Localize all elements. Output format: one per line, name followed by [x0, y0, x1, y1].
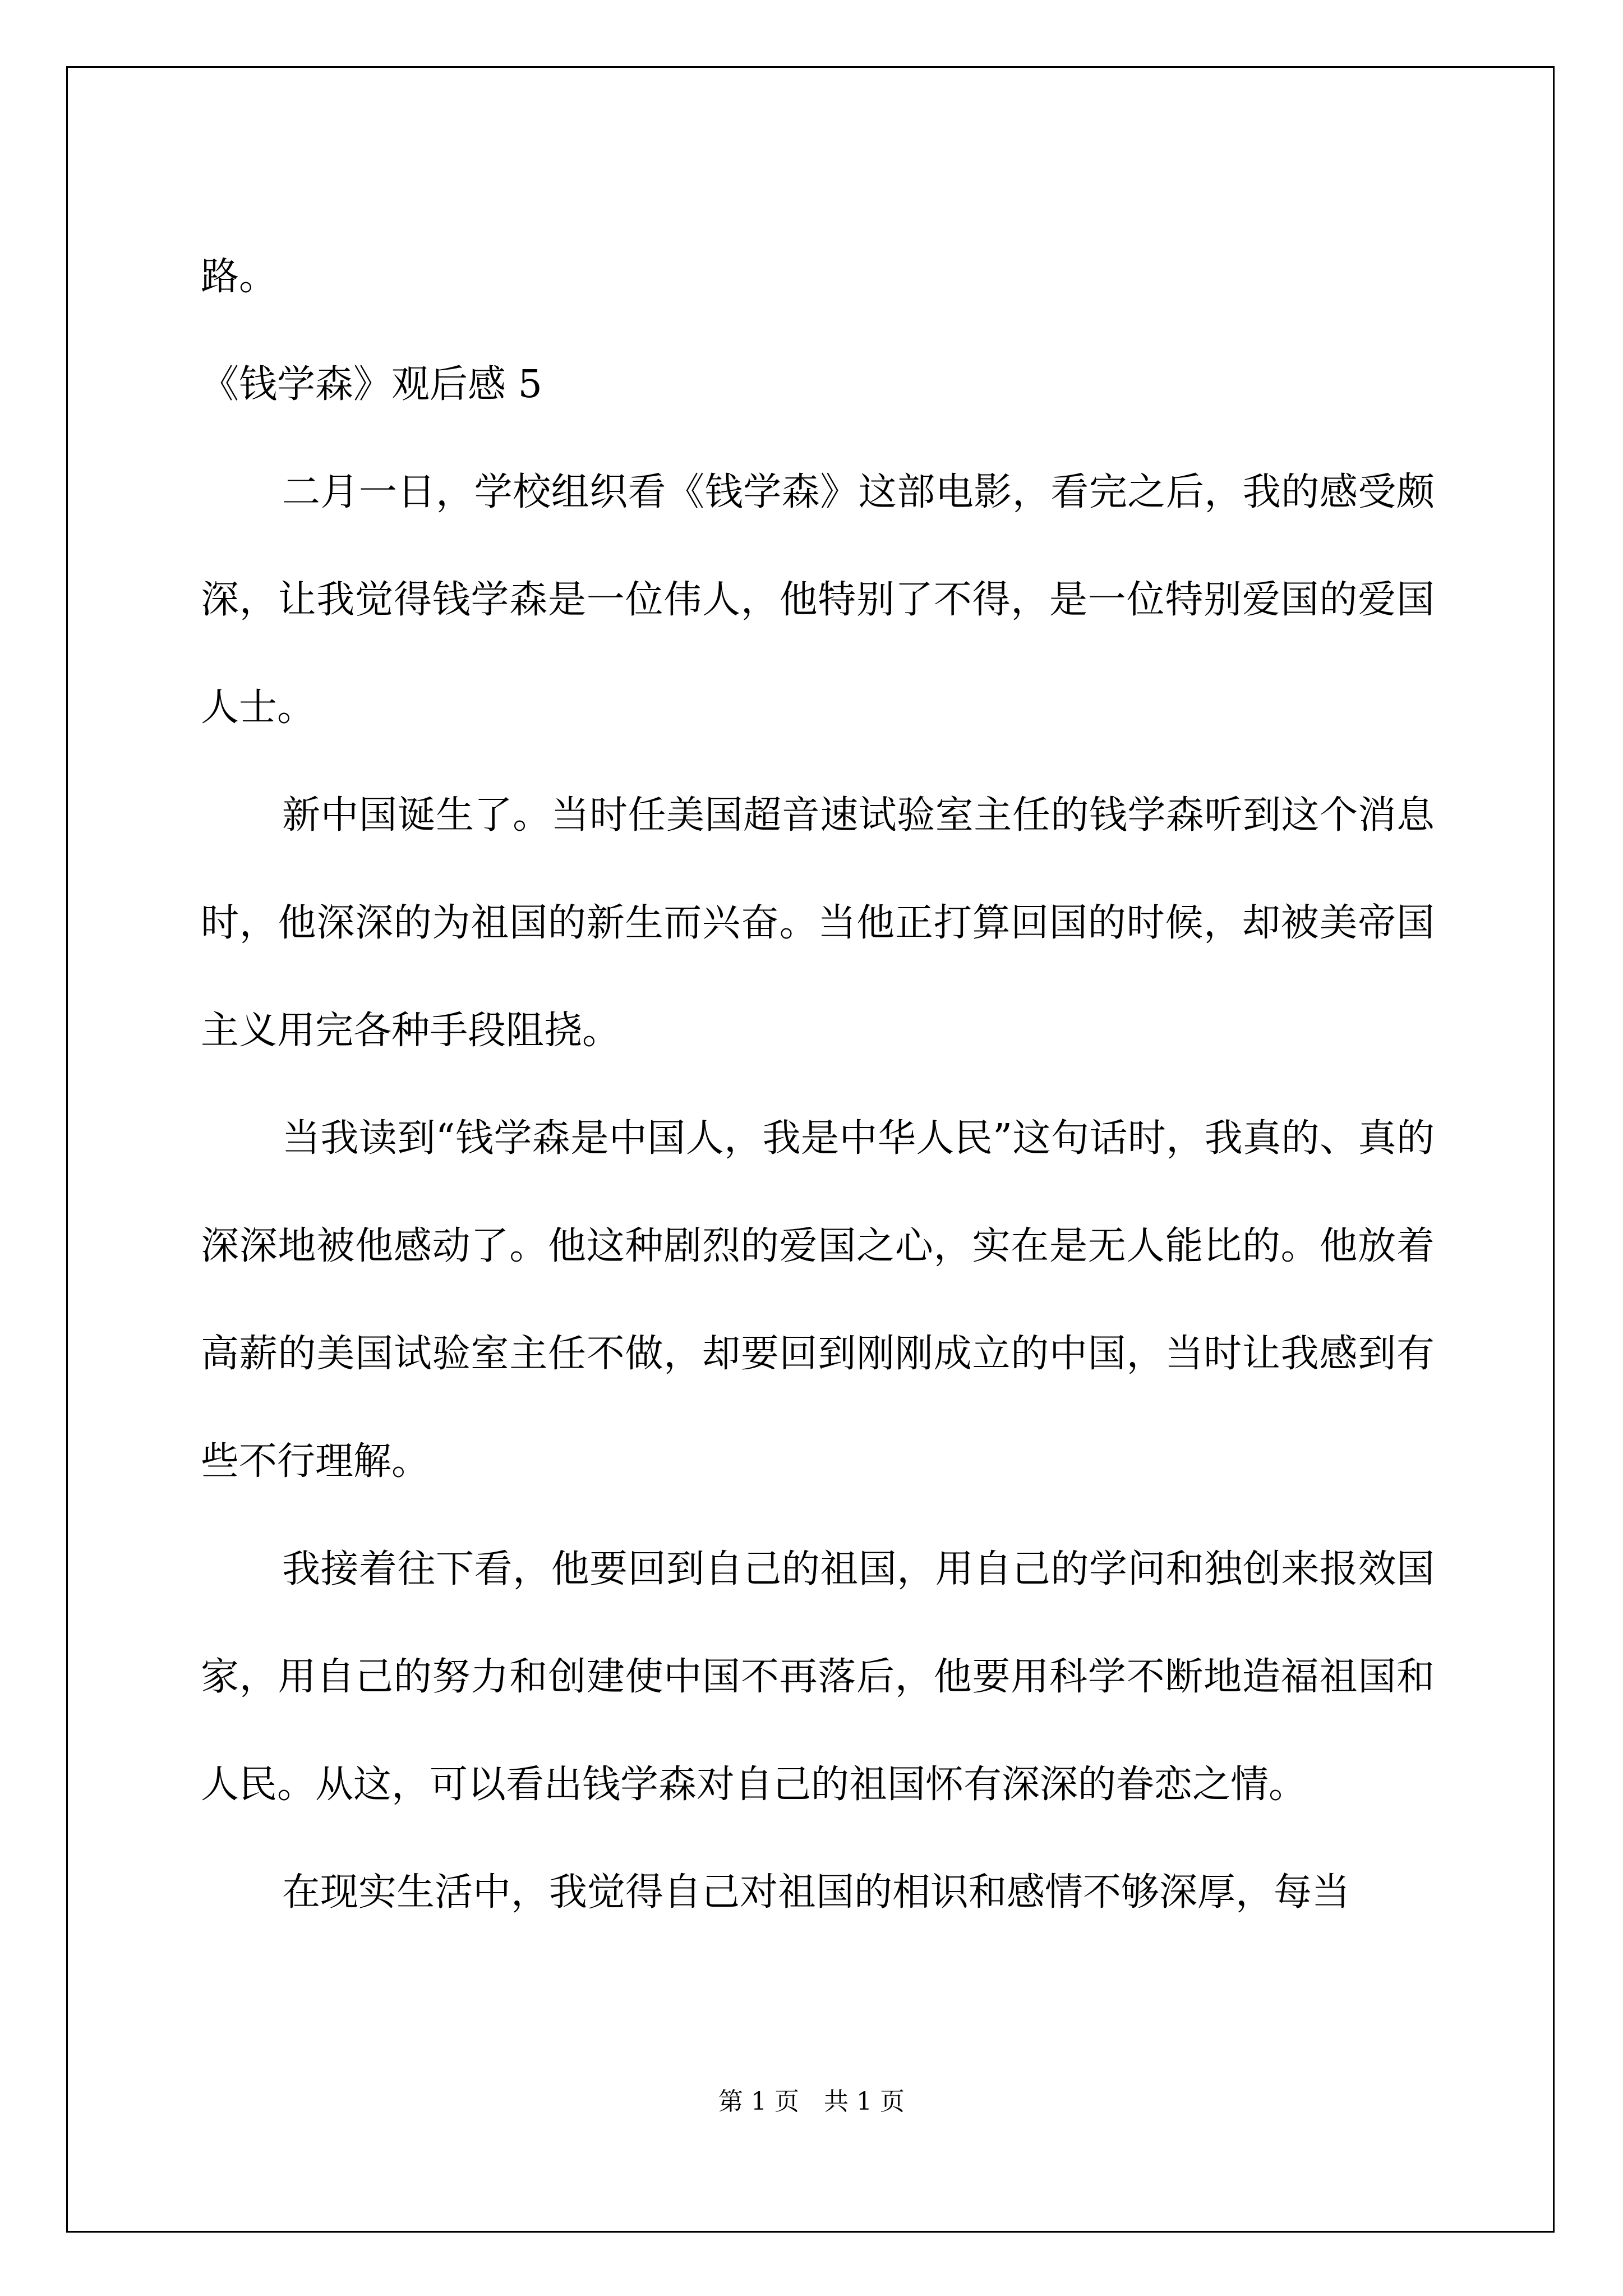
paragraph: 新中国诞生了。当时任美国超音速试验室主任的钱学森听到这个消息时，他深深的为祖国的新生而兴奋。当他正打算回国的时候，却被美帝国主义用完各种手段阻挠。	[201, 793, 1435, 1053]
paragraph: 在现实生活中，我觉得自己对祖国的相识和感情不够深厚，每当	[282, 1870, 1350, 1915]
paragraph-continuation: 路。	[201, 255, 278, 299]
paragraph: 当我读到“钱学森是中国人，我是中华人民”这句话时，我真的、真的深深地被他感动了。他这种剧烈的爱国之心，实在是无人能比的。他放着高薪的美国试验室主任不做，却要回到刚刚成立的中国，当时让我感到有些不行理解。	[201, 1116, 1435, 1484]
page-footer: 第 1 页 共 1 页	[718, 2087, 905, 2116]
paragraph: 我接着往下看，他要回到自己的祖国，用自己的学问和独创来报效国家，用自己的努力和创建使中国不再落后，他要用科学不断地造福祖国和人民。从这，可以看出钱学森对自己的祖国怀有深深的眷恋之情。	[201, 1547, 1435, 1807]
paragraph: 二月一日，学校组织看《钱学森》这部电影，看完之后，我的感受颇深，让我觉得钱学森是一位伟人，他特别了不得，是一位特别爱国的爱国人士。	[201, 470, 1435, 730]
section-heading: 《钱学森》观后感 5	[201, 362, 542, 407]
document-body	[201, 223, 1435, 1947]
